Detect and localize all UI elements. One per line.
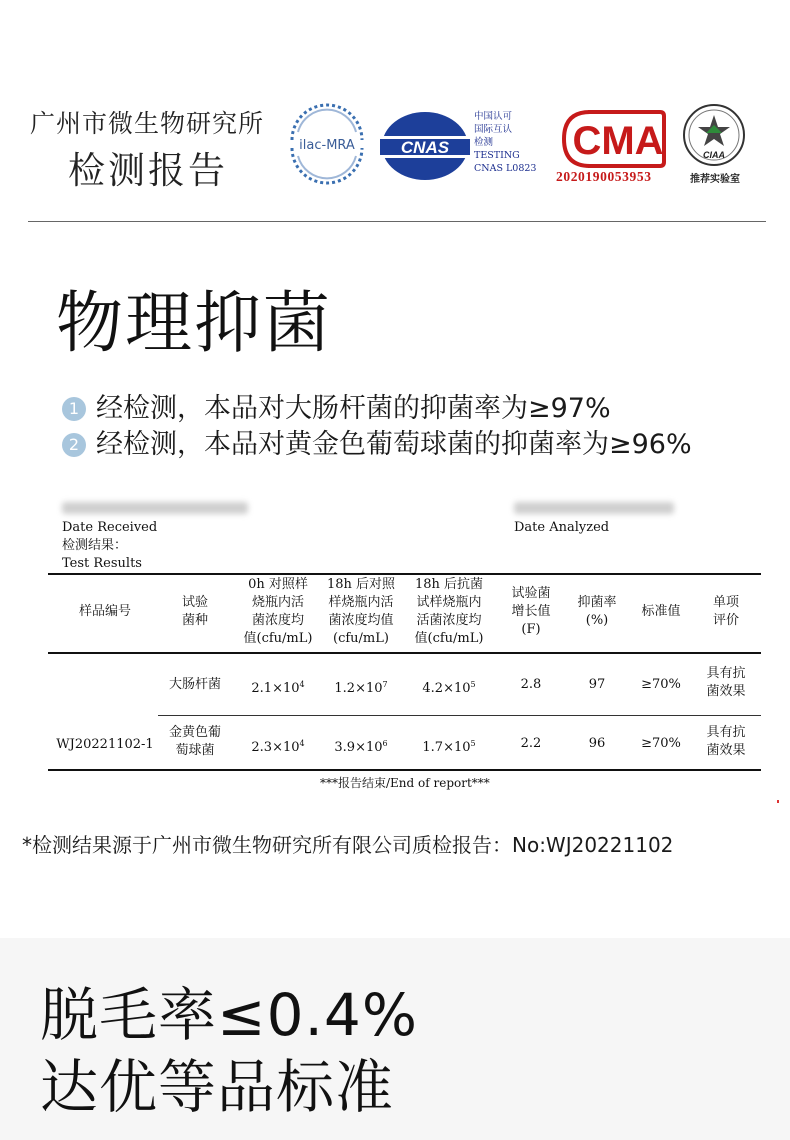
table-header: 18h 后抗菌 试样烧瓶内 活菌浓度均 值(cfu/mL) bbox=[414, 577, 484, 646]
cma-logo bbox=[560, 106, 668, 172]
number-badge: 2 bbox=[62, 433, 86, 457]
ilac-mra-logo bbox=[286, 102, 368, 186]
red-mark bbox=[777, 800, 779, 803]
report-type-title: 检测报告 bbox=[68, 149, 228, 192]
cnas-accreditation-text: 中国认可 国际互认 检测 TESTING CNAS L0823 bbox=[474, 111, 537, 174]
table-header: 0h 对照样 烧瓶内活 菌浓度均 值(cfu/mL) bbox=[243, 577, 313, 646]
page-title: 物理抑菌 bbox=[56, 284, 332, 362]
table-cell: 具有抗 菌效果 bbox=[706, 666, 746, 699]
table-cell: $3.9\times 10^6$ bbox=[334, 739, 388, 755]
table-cell: 2.8 bbox=[520, 677, 542, 692]
table-rule bbox=[48, 573, 761, 575]
date-analyzed-label: Date Analyzed bbox=[514, 520, 610, 535]
cnas-logo bbox=[380, 110, 470, 182]
table-header: 标准值 bbox=[641, 604, 681, 619]
sample-id: WJ20221102-1 bbox=[56, 737, 154, 752]
date-received-block: Date Received 检测结果： Test Results bbox=[62, 520, 158, 571]
blurred-date bbox=[62, 502, 248, 514]
table-cell: $4.2\times 10^5$ bbox=[422, 680, 476, 696]
table-header: 试验菌 增长值 (F) bbox=[511, 586, 551, 637]
table-header: 18h 后对照 样烧瓶内活 菌浓度均值 (cfu/mL) bbox=[326, 577, 396, 646]
table-cell: ≥70% bbox=[641, 677, 681, 692]
table-cell: 96 bbox=[588, 736, 606, 751]
svg-text:CNAS: CNAS bbox=[400, 138, 450, 157]
table-cell-strain: 金黄色葡 萄球菌 bbox=[168, 725, 221, 758]
table-header: 试验 菌种 bbox=[181, 595, 208, 628]
claim-text: 经检测，本品对黄金色葡萄球菌的抑菌率为≥96% bbox=[96, 429, 692, 460]
hair-loss-rate: 脱毛率≤0.4% bbox=[40, 981, 418, 1049]
number-badge: 1 bbox=[62, 397, 86, 421]
quality-grade: 达优等品标准 bbox=[40, 1053, 395, 1121]
table-cell: $1.7\times 10^5$ bbox=[422, 739, 476, 755]
org-name: 广州市微生物研究所 bbox=[30, 109, 265, 138]
table-rule bbox=[48, 652, 761, 654]
table-cell: $1.2\times 10^7$ bbox=[334, 680, 388, 696]
claim-item bbox=[62, 422, 692, 461]
table-rule bbox=[48, 769, 761, 771]
header-divider bbox=[28, 221, 766, 222]
claim-item bbox=[62, 386, 611, 425]
svg-text:CIAA: CIAA bbox=[703, 150, 725, 160]
ciaa-logo bbox=[682, 103, 746, 167]
table-cell: 2.2 bbox=[520, 736, 542, 751]
table-cell: 具有抗 菌效果 bbox=[706, 725, 746, 758]
table-header: 单项 评价 bbox=[712, 595, 739, 628]
svg-text:CMA: CMA bbox=[572, 119, 664, 163]
table-cell: ≥70% bbox=[641, 736, 681, 751]
table-cell: $2.3\times 10^4$ bbox=[251, 739, 305, 755]
table-header: 抑菌率 (%) bbox=[577, 595, 617, 628]
blurred-date bbox=[514, 502, 674, 514]
ciaa-label: 推荐实验室 bbox=[690, 174, 740, 185]
table-cell: $2.1\times 10^4$ bbox=[251, 680, 305, 696]
svg-text:ilac-MRA: ilac-MRA bbox=[299, 138, 355, 153]
end-of-report: ***报告结束/End of report*** bbox=[320, 776, 490, 790]
claim-text: 经检测，本品对大肠杆菌的抑菌率为≥97% bbox=[96, 393, 611, 424]
table-rule bbox=[158, 715, 761, 716]
cma-number: 2020190053953 bbox=[556, 169, 652, 184]
table-header: 样品编号 bbox=[78, 604, 131, 619]
source-footnote: *检测结果源于广州市微生物研究所有限公司质检报告：No:WJ20221102 bbox=[22, 833, 674, 857]
table-cell: 97 bbox=[588, 677, 606, 692]
table-cell-strain: 大肠杆菌 bbox=[168, 677, 221, 692]
